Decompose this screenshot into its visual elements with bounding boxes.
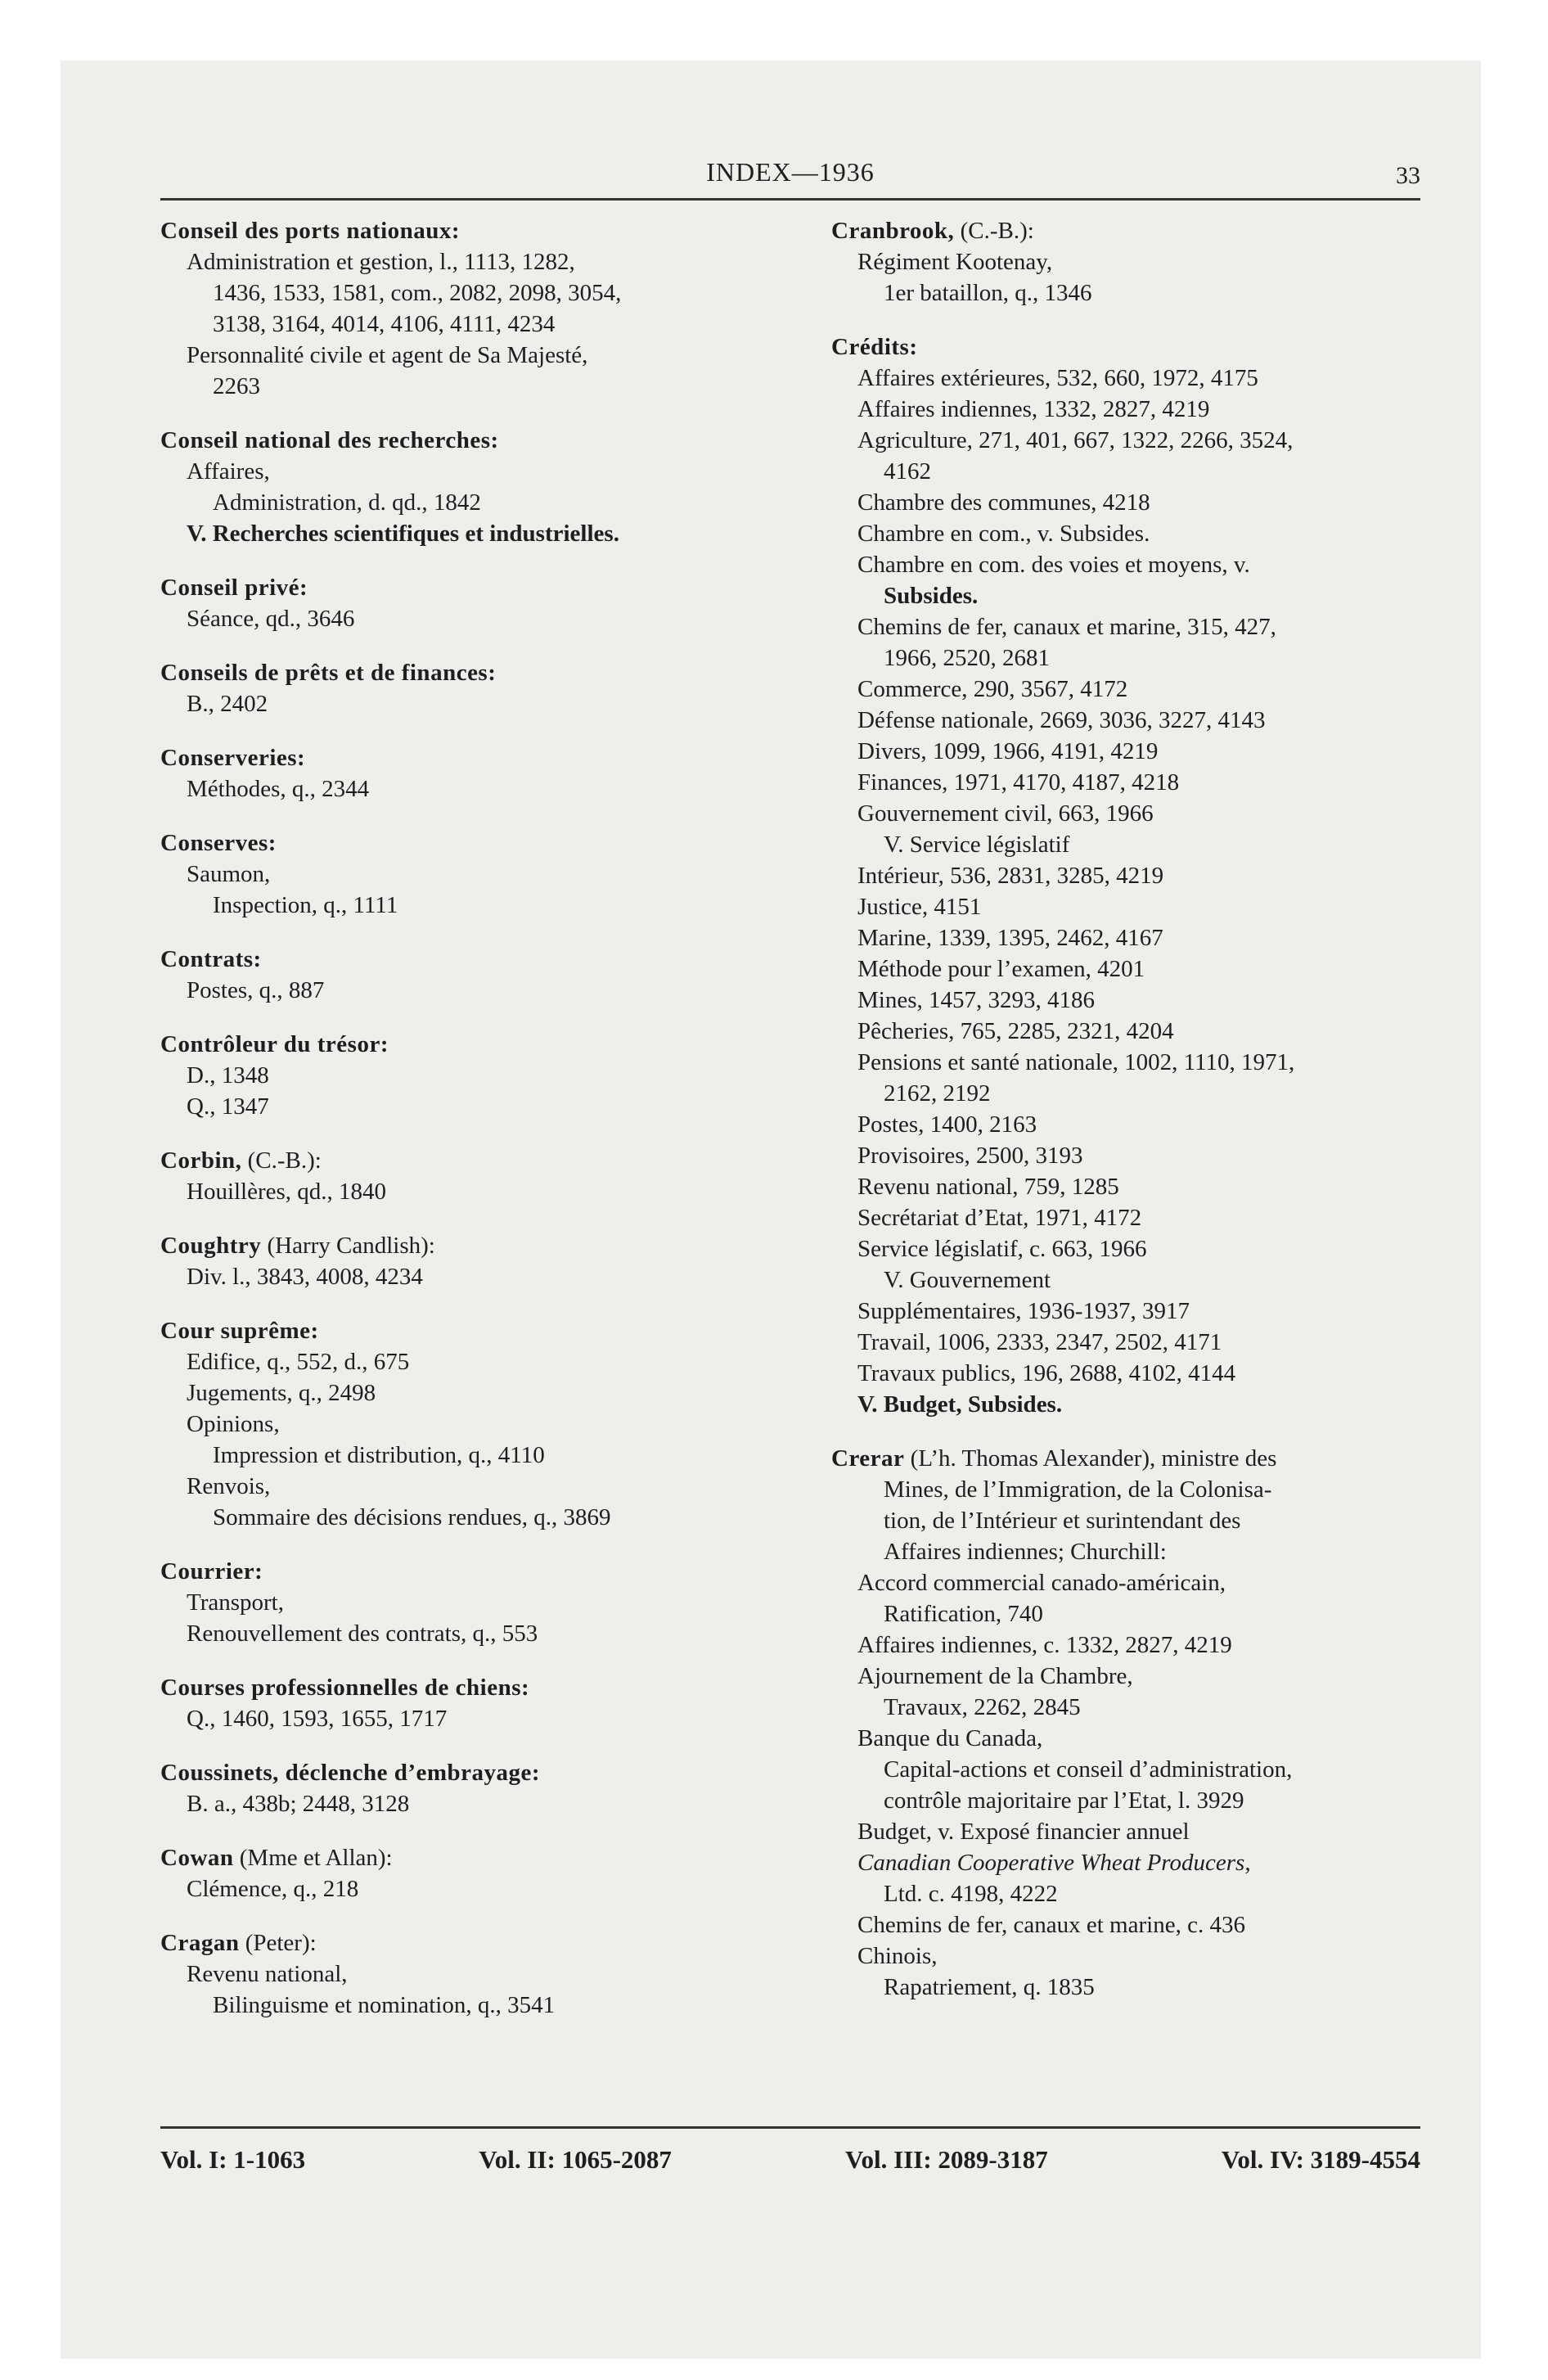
entry-subline: Travail, 1006, 2333, 2347, 2502, 4171 xyxy=(857,1329,1222,1355)
entry-subline: tion, de l’Intérieur et surintendant des xyxy=(884,1508,1241,1534)
entry-subline: Q., 1347 xyxy=(187,1093,269,1120)
entry-subline: Intérieur, 536, 2831, 3285, 4219 xyxy=(857,863,1164,889)
entry-heading xyxy=(160,742,774,773)
entry-heading xyxy=(160,1230,774,1261)
entry-heading-term: Conserves: xyxy=(160,830,277,856)
entry-subline: Ajournement de la Chambre, xyxy=(857,1663,1133,1689)
volume-3-range: Vol. III: 2089-3187 xyxy=(845,2145,1048,2174)
entry-subline: Méthodes, q., 2344 xyxy=(187,776,370,802)
entry-subline: Agriculture, 271, 401, 667, 1322, 2266, 3524, xyxy=(857,427,1294,453)
entry-heading-term: Contrats: xyxy=(160,946,262,972)
entry-subline: Affaires indiennes, c. 1332, 2827, 4219 xyxy=(857,1632,1232,1658)
entry-subline: Régiment Kootenay, xyxy=(857,249,1053,275)
entry-subline: Revenu national, xyxy=(187,1961,348,1987)
entry-heading xyxy=(160,572,774,603)
entry-subline: Commerce, 290, 3567, 4172 xyxy=(857,676,1128,702)
entry-subline: Défense nationale, 2669, 3036, 3227, 4143 xyxy=(857,707,1266,733)
entry-subline: V. Gouvernement xyxy=(884,1267,1051,1293)
entry-heading-term: Courses professionnelles de chiens: xyxy=(160,1675,530,1701)
entry-subline: Mines, de l’Immigration, de la Colonisa- xyxy=(884,1476,1272,1503)
index-entry xyxy=(160,1029,774,1122)
index-entry xyxy=(831,215,1420,309)
entry-subline: Postes, 1400, 2163 xyxy=(857,1111,1037,1138)
entry-subline: Gouvernement civil, 663, 1966 xyxy=(857,800,1154,827)
entry-subline: Opinions, xyxy=(187,1411,280,1437)
entry-subline: V. Service législatif xyxy=(884,832,1070,858)
entry-heading-term: Conserveries: xyxy=(160,745,306,771)
entry-subline: Sommaire des décisions rendues, q., 3869 xyxy=(213,1504,611,1530)
entry-subline: Impression et distribution, q., 4110 xyxy=(213,1442,545,1468)
index-entry xyxy=(160,1145,774,1207)
entry-heading-term: Corbin, xyxy=(160,1147,242,1174)
entry-heading xyxy=(160,1842,774,1873)
entry-subline: Renvois, xyxy=(187,1473,271,1499)
entry-heading-qualifier: (Mme et Allan): xyxy=(233,1845,393,1871)
index-page xyxy=(160,152,1420,2018)
entry-heading-qualifier: (Peter): xyxy=(239,1930,317,1956)
entry-subline: contrôle majoritaire par l’Etat, l. 3929 xyxy=(884,1787,1244,1814)
entry-heading-term: Contrôleur du trésor: xyxy=(160,1031,389,1057)
index-entry xyxy=(160,1927,774,2021)
entry-subline: Banque du Canada, xyxy=(857,1725,1043,1751)
index-entry xyxy=(831,331,1420,1420)
entry-heading-term: Conseil privé: xyxy=(160,575,308,601)
volume-footer xyxy=(160,2126,1420,2175)
entry-subline: Finances, 1971, 4170, 4187, 4218 xyxy=(857,769,1180,796)
entry-heading-term: Crédits: xyxy=(831,334,918,360)
entry-heading-term: Conseil des ports nationaux: xyxy=(160,218,461,244)
entry-heading-qualifier: (C.-B.): xyxy=(241,1147,322,1174)
entry-subline: Pensions et santé nationale, 1002, 1110, 1971, xyxy=(857,1049,1295,1075)
entry-subline: Divers, 1099, 1966, 4191, 4219 xyxy=(857,738,1159,764)
entry-heading-term: Coughtry xyxy=(160,1233,262,1259)
entry-subline: 3138, 3164, 4014, 4106, 4111, 4234 xyxy=(213,311,556,337)
entry-subline: 1966, 2520, 2681 xyxy=(884,645,1050,671)
entry-subline: Bilinguisme et nomination, q., 3541 xyxy=(213,1992,556,2018)
entry-heading-term: Conseil national des recherches: xyxy=(160,427,499,453)
index-entry xyxy=(160,657,774,719)
index-entry xyxy=(160,827,774,921)
entry-subline: Ltd. c. 4198, 4222 xyxy=(884,1881,1058,1907)
index-entry xyxy=(160,1315,774,1533)
entry-heading-term: Coussinets, déclenche d’embrayage: xyxy=(160,1760,541,1786)
entry-subline: Service législatif, c. 663, 1966 xyxy=(857,1236,1147,1262)
entry-heading-qualifier: (C.-B.): xyxy=(954,218,1034,244)
entry-heading-term: Crerar xyxy=(831,1445,905,1472)
entry-subline: Rapatriement, q. 1835 xyxy=(884,1974,1095,2000)
entry-heading xyxy=(160,1556,774,1587)
entry-subline: Administration et gestion, l., 1113, 1282, xyxy=(187,249,575,275)
entry-subline: B., 2402 xyxy=(187,691,268,717)
entry-subline: Chemins de fer, canaux et marine, 315, 427, xyxy=(857,614,1276,640)
index-entry xyxy=(160,1757,774,1819)
volume-2-range: Vol. II: 1065-2087 xyxy=(479,2145,672,2174)
entry-subline: V. Recherches scientifiques et industrielles. xyxy=(187,521,619,547)
index-entry xyxy=(160,215,774,402)
entry-heading xyxy=(160,944,774,975)
entry-subline: Secrétariat d’Etat, 1971, 4172 xyxy=(857,1205,1142,1231)
entry-subline: Budget, v. Exposé financier annuel xyxy=(857,1819,1190,1845)
entry-subline: Chambre en com., v. Subsides. xyxy=(857,521,1150,547)
entry-subline: 1er bataillon, q., 1346 xyxy=(884,280,1092,306)
entry-heading xyxy=(160,1927,774,1959)
entry-subline: Edifice, q., 552, d., 675 xyxy=(187,1349,410,1375)
entry-subline: Supplémentaires, 1936-1937, 3917 xyxy=(857,1298,1190,1324)
entry-subline: Affaires indiennes; Churchill: xyxy=(884,1539,1167,1565)
index-entry xyxy=(160,944,774,1006)
entry-subline: Inspection, q., 1111 xyxy=(213,892,398,918)
entry-subline: Affaires indiennes, 1332, 2827, 4219 xyxy=(857,396,1210,422)
page-title: INDEX—1936 xyxy=(706,157,875,187)
entry-subline: Jugements, q., 2498 xyxy=(187,1380,376,1406)
entry-subline: Chinois, xyxy=(857,1943,938,1969)
entry-subline: Accord commercial canado-américain, xyxy=(857,1570,1226,1596)
page-number: 33 xyxy=(1396,162,1420,189)
entry-heading xyxy=(160,657,774,688)
entry-subline: Canadian Cooperative Wheat Producers, xyxy=(857,1850,1251,1876)
entry-subline: 2162, 2192 xyxy=(884,1080,991,1107)
entry-subline: Chemins de fer, canaux et marine, c. 436 xyxy=(857,1912,1245,1938)
entry-subline: B. a., 438b; 2448, 3128 xyxy=(187,1791,410,1817)
entry-heading xyxy=(831,215,1420,246)
index-entry xyxy=(160,1842,774,1904)
entry-subline: Méthode pour l’examen, 4201 xyxy=(857,956,1145,982)
left-column xyxy=(160,215,774,2044)
entry-heading-term: Cranbrook, xyxy=(831,218,955,244)
entry-heading xyxy=(831,331,1420,363)
entry-subline: Renouvellement des contrats, q., 553 xyxy=(187,1620,538,1647)
entry-subline: Travaux, 2262, 2845 xyxy=(884,1694,1081,1720)
entry-heading xyxy=(160,1315,774,1346)
entry-subline: Affaires, xyxy=(187,458,270,485)
entry-subline: Transport, xyxy=(187,1589,284,1616)
entry-subline: Chambre des communes, 4218 xyxy=(857,489,1150,516)
entry-subline: Subsides. xyxy=(884,583,979,609)
entry-subline: Justice, 4151 xyxy=(857,894,982,920)
entry-subline: Mines, 1457, 3293, 4186 xyxy=(857,987,1095,1013)
entry-subline: Personnalité civile et agent de Sa Majesté, xyxy=(187,342,588,368)
index-entry xyxy=(160,1230,774,1292)
entry-subline: Postes, q., 887 xyxy=(187,977,325,1003)
index-entry xyxy=(160,742,774,805)
entry-subline: Houillères, qd., 1840 xyxy=(187,1179,387,1205)
entry-subline: Séance, qd., 3646 xyxy=(187,606,355,632)
index-entry xyxy=(160,425,774,549)
volume-4-range: Vol. IV: 3189-4554 xyxy=(1221,2145,1420,2174)
entry-heading-term: Cowan xyxy=(160,1845,234,1871)
right-column xyxy=(831,215,1420,2026)
entry-heading-term: Conseils de prêts et de finances: xyxy=(160,660,497,686)
page-header xyxy=(160,152,1420,201)
entry-subline: V. Budget, Subsides. xyxy=(857,1391,1063,1418)
entry-subline: Revenu national, 759, 1285 xyxy=(857,1174,1119,1200)
entry-subline: Div. l., 3843, 4008, 4234 xyxy=(187,1264,423,1290)
entry-heading xyxy=(831,1443,1420,1474)
entry-subline: 2263 xyxy=(213,373,260,399)
entry-subline: 1436, 1533, 1581, com., 2082, 2098, 3054, xyxy=(213,280,622,306)
entry-heading-term: Cragan xyxy=(160,1930,240,1956)
entry-subline: 4162 xyxy=(884,458,931,485)
index-entry xyxy=(160,572,774,634)
index-entry xyxy=(831,1443,1420,2003)
entry-heading-term: Courrier: xyxy=(160,1558,263,1584)
entry-subline: Affaires extérieures, 532, 660, 1972, 4175 xyxy=(857,365,1258,391)
entry-heading xyxy=(160,1029,774,1060)
entry-subline: Capital-actions et conseil d’administration, xyxy=(884,1756,1293,1783)
entry-subline: Travaux publics, 196, 2688, 4102, 4144 xyxy=(857,1360,1236,1386)
entry-heading xyxy=(160,425,774,456)
entry-subline: Ratification, 740 xyxy=(884,1601,1043,1627)
entry-heading-qualifier: (Harry Candlish): xyxy=(261,1233,435,1259)
entry-heading xyxy=(160,215,774,246)
entry-heading xyxy=(160,1757,774,1788)
entry-heading-term: Cour suprême: xyxy=(160,1318,319,1344)
entry-subline: Provisoires, 2500, 3193 xyxy=(857,1143,1083,1169)
entry-heading xyxy=(160,1672,774,1703)
entry-subline: Administration, d. qd., 1842 xyxy=(213,489,481,516)
index-entry xyxy=(160,1672,774,1734)
entry-heading xyxy=(160,827,774,859)
entry-subline: Saumon, xyxy=(187,861,271,887)
entry-subline: Pêcheries, 765, 2285, 2321, 4204 xyxy=(857,1018,1174,1044)
entry-heading-qualifier: (L’h. Thomas Alexander), ministre des xyxy=(904,1445,1277,1472)
index-entry xyxy=(160,1556,774,1649)
entry-subline: D., 1348 xyxy=(187,1062,269,1089)
entry-subline: Q., 1460, 1593, 1655, 1717 xyxy=(187,1706,448,1732)
entry-heading xyxy=(160,1145,774,1176)
entry-subline: Clémence, q., 218 xyxy=(187,1876,359,1902)
entry-subline: Chambre en com. des voies et moyens, v. xyxy=(857,552,1250,578)
entry-subline: Marine, 1339, 1395, 2462, 4167 xyxy=(857,925,1163,951)
volume-1-range: Vol. I: 1-1063 xyxy=(160,2145,306,2174)
